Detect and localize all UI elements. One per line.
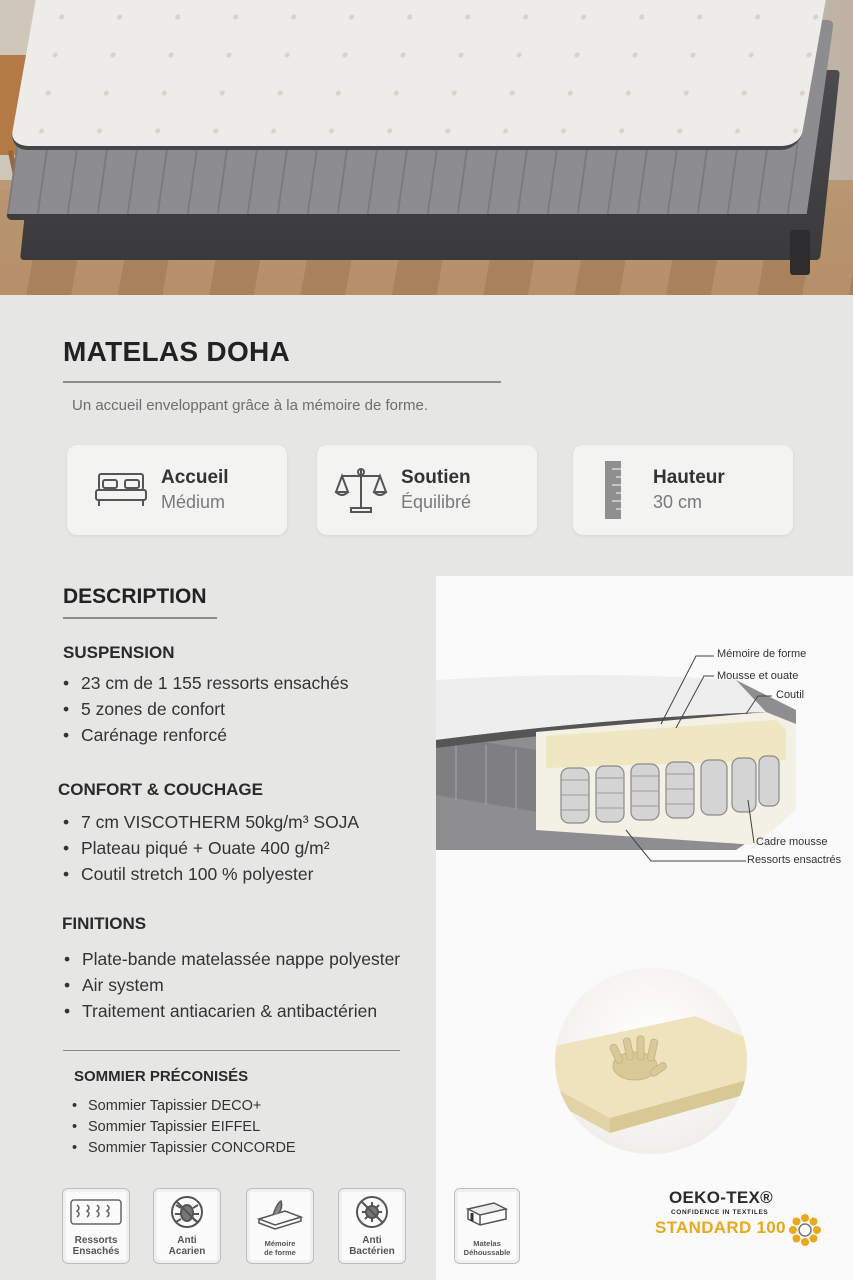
spec-label: Hauteur (653, 467, 725, 488)
list-item: • Carénage renforcé (63, 722, 349, 748)
list-item: • 7 cm VISCOTHERM 50kg/m³ SOJA (63, 809, 359, 835)
oeko-tagline: CONFIDENCE IN TEXTILES (671, 1209, 769, 1216)
page-title: MATELAS DOHA (63, 336, 291, 367)
spec-card-accueil (67, 445, 287, 535)
badge-pocket-springs (62, 1188, 130, 1264)
oeko-tex-certification (655, 1188, 825, 1248)
badge-memory-foam (246, 1188, 314, 1264)
list-item: • Sommier Tapissier DECO+ (72, 1096, 296, 1117)
list-item: • Plateau piqué + Ouate 400 g/m² (63, 835, 359, 861)
list-item: • Sommier Tapissier EIFFEL (72, 1117, 296, 1138)
layer-label-frame: Cadre mousse (756, 836, 828, 848)
list-item: • Coutil stretch 100 % polyester (63, 861, 359, 887)
badge-line: Déhoussable (463, 1248, 511, 1257)
section-title-finitions: FINITIONS (62, 914, 147, 933)
layer-label-springs: Ressorts ensactrés (747, 854, 842, 866)
layer-label-ticking: Coutil (776, 689, 805, 701)
description-title: DESCRIPTION (63, 585, 207, 608)
badge-line: Ensachés (72, 1246, 120, 1257)
height-ruler-icon (583, 465, 643, 515)
list-item: • Sommier Tapissier CONCORDE (72, 1138, 296, 1159)
pocket-springs-icon (69, 1189, 123, 1235)
page-subtitle: Un accueil enveloppant grâce à la mémoire de forme. (72, 397, 429, 414)
oeko-brand: OEKO-TEX® (669, 1188, 774, 1207)
mattress-top (9, 0, 833, 150)
description-divider (63, 617, 217, 619)
list-item: • 5 zones de confort (63, 696, 349, 722)
memory-foam-hand-icon (255, 1189, 305, 1239)
list-item: • 23 cm de 1 155 ressorts ensachés (63, 670, 349, 696)
list-item: • Air system (64, 972, 400, 998)
suspension-list (63, 670, 349, 748)
layer-label-foam: Mousse et ouate (717, 670, 799, 682)
spec-value: 30 cm (653, 492, 703, 512)
list-item: • Plate-bande matelassée nappe polyester (64, 946, 400, 972)
spec-card-hauteur (573, 445, 793, 535)
spec-card-soutien (317, 445, 537, 535)
badge-line: Ressorts (74, 1235, 118, 1246)
badge-line: Anti (177, 1235, 197, 1246)
hero-mattress-photo (0, 0, 853, 295)
badge-line: Mémoire (264, 1239, 296, 1248)
memory-foam-hand-image (555, 968, 747, 1154)
oeko-flower-icon (787, 1212, 823, 1248)
badge-anti-bacteria (338, 1188, 406, 1264)
badge-removable-cover (454, 1188, 520, 1264)
confort-list (63, 809, 359, 887)
badge-line: Acarien (168, 1246, 206, 1257)
section-title-confort: CONFORT & COUCHAGE (58, 780, 263, 799)
bed-icon (91, 465, 151, 515)
anti-bacteria-icon (354, 1189, 390, 1235)
sommier-title: SOMMIER PRÉCONISÉS (74, 1068, 249, 1085)
spec-label: Soutien (401, 467, 471, 488)
section-title-suspension: SUSPENSION (63, 643, 175, 662)
layer-label-memory: Mémoire de forme (717, 648, 807, 660)
balance-scale-icon (331, 465, 391, 515)
badge-line: Bactérien (349, 1246, 395, 1257)
title-divider (63, 381, 501, 383)
spec-label: Accueil (161, 467, 229, 488)
sommier-divider (63, 1050, 400, 1051)
badge-line: de forme (264, 1248, 296, 1257)
oeko-standard: STANDARD 100 (655, 1218, 786, 1237)
list-item: • Traitement antiacarien & antibactérien (64, 998, 400, 1024)
badge-line: Matelas (473, 1239, 501, 1248)
finitions-list (64, 946, 400, 1024)
removable-cover-icon (464, 1189, 510, 1239)
spec-value: Équilibré (401, 492, 472, 512)
anti-mite-icon (169, 1189, 205, 1235)
sommier-list (72, 1096, 296, 1159)
spec-value: Médium (161, 492, 226, 512)
badge-anti-mite (153, 1188, 221, 1264)
badge-line: Anti (362, 1235, 382, 1246)
